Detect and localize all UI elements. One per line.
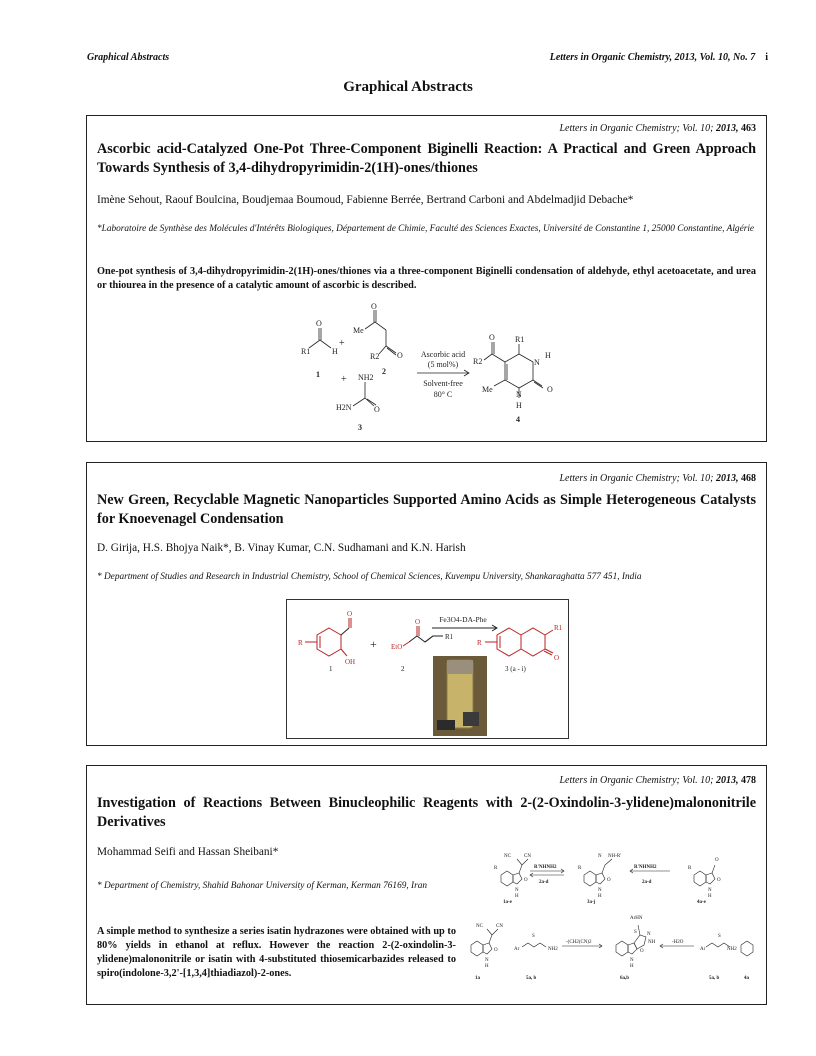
compound-label-5ab-2: 5a, b: [709, 976, 720, 981]
label-h-4b: H: [516, 401, 522, 410]
citation-page: 463: [741, 123, 756, 134]
citation-journal: Letters in Organic Chemistry; Vol. 10;: [559, 473, 714, 484]
label-o-1: O: [524, 878, 528, 883]
label-h-1: H: [515, 894, 519, 899]
citation-year: 2013,: [716, 123, 739, 134]
label-ar-5b: Ar: [700, 947, 706, 952]
label-r1: R1: [445, 633, 454, 641]
citation-year: 2013,: [716, 775, 739, 786]
article-title: Ascorbic acid-Catalyzed One-Pot Three-Component Biginelli Reaction: A Practical and Green Approach Towards Synthesis of 3,4-dihydropyrimidin-2(1H)-ones/thiones: [97, 141, 756, 176]
article-title: Investigation of Reactions Between Binucleophilic Reagents with 2-(2-Oxindolin-3-ylidene)malononitrile Derivatives: [97, 795, 756, 830]
label-r-4: R: [688, 866, 692, 871]
label-nh2-5: NH2: [548, 947, 558, 952]
magnetic-separation-photo: [433, 656, 487, 736]
label-n-4: N: [708, 888, 712, 893]
label-o-3: O: [607, 878, 611, 883]
label-o-2b: O: [397, 351, 403, 360]
compound-label-3: 3: [358, 423, 362, 432]
label-h-1: H: [332, 347, 338, 356]
authors: Mohammad Seifi and Hassan Sheibani*: [97, 846, 279, 858]
elimination-malononitrile: -(CH2(CN)2: [566, 940, 592, 945]
citation: [559, 123, 756, 134]
page-title: Graphical Abstracts: [343, 79, 473, 95]
article-title: New Green, Recyclable Magnetic Nanoparticles Supported Amino Acids as Simple Heterogeneous Catalysts for Knoevenagel Condensation: [97, 492, 756, 527]
label-r1-4: R1: [515, 335, 525, 344]
label-r2-4: R2: [473, 357, 483, 366]
label-h-4: H: [545, 351, 551, 360]
abstract-box-2: [86, 462, 767, 746]
compound-label-1a: 1a: [475, 976, 480, 981]
label-r: R: [298, 639, 303, 647]
compound-label-2: 2: [382, 367, 386, 376]
label-s-5b: S: [718, 934, 721, 939]
label-h2n: H2N: [336, 403, 352, 412]
label-o-2: O: [371, 302, 377, 311]
label-o-4: O: [489, 333, 495, 342]
plus-sign-2: +: [341, 374, 347, 385]
label-nh2-5b: NH2: [727, 947, 737, 952]
citation-year: 2013,: [716, 473, 739, 484]
abstract-box-1: [86, 115, 767, 442]
compound-label-3: 3 (a - i): [505, 665, 526, 673]
label-ar-5: Ar: [514, 947, 520, 952]
label-o-4b: O: [547, 385, 553, 394]
citation: [559, 775, 756, 786]
affiliation: *Laboratoire de Synthèse des Molécules d'Intérêts Biologiques, Département de Chimie, Faculté des Sciences Exactes, Université de Constantine 1, 25000 Constantine, Algérie: [97, 224, 755, 234]
label-nh2: NH2: [358, 373, 374, 382]
label-eto: EtO: [391, 643, 403, 651]
label-h-3: H: [598, 894, 602, 899]
abstract-text: A simple method to synthesize a series isatin hydrazones were obtained with up to 80% yields in ethanol at reflux. However the reaction 2-(2-oxindolin-3-ylidene)malononitrile or isatin with 4-substituted thiosemicarbazides released to spiro(indolone-3,2'-[1,3,4]thiadiazol)-2-ones.: [97, 926, 456, 979]
abstract-text: One-pot synthesis of 3,4-dihydropyrimidin-2(1H)-ones/thiones via a three-component Biginelli condensation of aldehyde, ethyl acetoacetate, and urea or thiourea in the presence of a catalytic amount of ascorbic is described.: [97, 266, 756, 291]
label-o-aldehyde: O: [347, 610, 353, 618]
running-header-left: Graphical Abstracts: [87, 52, 170, 63]
page-number: i: [765, 52, 768, 63]
label-n-4b: N: [516, 390, 522, 399]
authors: D. Girija, H.S. Bhojya Naik*, B. Vinay Kumar, C.N. Sudhamani and K.N. Harish: [97, 542, 466, 554]
label-o-4b: O: [717, 878, 721, 883]
compound-label-5ab: 5a, b: [526, 976, 537, 981]
label-r-product: R: [477, 639, 482, 647]
label-s-5: S: [532, 934, 535, 939]
label-h-4: H: [708, 894, 712, 899]
compound-label-1: 1: [329, 665, 333, 673]
reagent-label-2: R'NHNH2: [634, 865, 657, 870]
citation-journal: Letters in Organic Chemistry; Vol. 10;: [559, 123, 714, 134]
label-n-6b: N: [630, 958, 634, 963]
affiliation: * Department of Studies and Research in Industrial Chemistry, School of Chemical Sciences, Kuvempu University, Shankaraghatta 577 451, India: [97, 572, 642, 582]
journal-citation: Letters in Organic Chemistry, 2013, Vol. 10, No. 7: [549, 52, 756, 63]
compound-label-1ae: 1a-e: [503, 900, 512, 905]
label-s-6: S: [634, 930, 637, 935]
label-cn-1a: CN: [496, 924, 503, 929]
condition-catalyst: Ascorbic acid: [420, 350, 466, 359]
plus-sign-1: +: [339, 338, 345, 349]
citation: [559, 473, 756, 484]
citation-page: 478: [741, 775, 756, 786]
catalyst-label: Fe3O4-DA-Phe: [439, 615, 487, 624]
graphical-abstract-frame: [286, 599, 569, 739]
label-cn-1: CN: [524, 854, 531, 859]
reagent-range-1: 2a-d: [539, 880, 549, 885]
label-me-2: Me: [353, 326, 364, 335]
label-o-ester: O: [415, 618, 421, 626]
compound-label-6ab: 6a,b: [620, 976, 630, 981]
elimination-water: -H2O: [672, 940, 684, 945]
label-h-1a: H: [485, 964, 489, 969]
compound-label-4ae: 4a-e: [697, 900, 706, 905]
label-o-4: O: [715, 858, 719, 863]
label-n-4: N: [534, 358, 540, 367]
label-o-1: O: [316, 319, 322, 328]
reagent-range-2: 2a-d: [642, 880, 652, 885]
authors: Imène Sehout, Raouf Boulcina, Boudjemaa Boumoud, Fabienne Berrée, Bertrand Carboni and Abdelmadjid Debache*: [97, 194, 634, 206]
label-n-3: N: [598, 854, 602, 859]
reagent-label-1: R'NHNH2: [534, 865, 557, 870]
label-o-product: O: [554, 654, 560, 662]
label-n-1a: N: [485, 958, 489, 963]
label-n-6: N: [647, 932, 651, 937]
label-arhn: ArHN: [630, 916, 643, 921]
label-nh-6: NH: [648, 940, 656, 945]
label-n-3b: N: [598, 888, 602, 893]
label-nc-1: NC: [504, 854, 511, 859]
label-o-1a: O: [494, 948, 498, 953]
label-o-6: O: [640, 949, 644, 954]
compound-label-2: 2: [401, 665, 405, 673]
compound-label-4a: 4a: [744, 976, 749, 981]
compound-label-3aj: 3a-j: [587, 900, 596, 905]
compound-label-4: 4: [516, 415, 520, 424]
biginelli-reaction-scheme: [87, 302, 768, 442]
running-header-right: [550, 52, 768, 63]
compound-label-1: 1: [316, 370, 320, 379]
citation-journal: Letters in Organic Chemistry; Vol. 10;: [559, 775, 714, 786]
plus-sign: +: [370, 637, 377, 651]
isatin-reaction-scheme: [462, 851, 762, 1001]
label-r1-product: R1: [554, 624, 563, 632]
label-nc-1a: NC: [476, 924, 483, 929]
label-r-3: R: [578, 866, 582, 871]
condition-solvent: Solvent-free: [423, 379, 463, 388]
label-r-1: R: [494, 866, 498, 871]
condition-loading: (5 mol%): [427, 360, 459, 369]
label-h-6: H: [630, 964, 634, 969]
label-oh: OH: [345, 658, 356, 666]
knoevenagel-scheme: [287, 600, 568, 738]
label-r1-1: R1: [301, 347, 311, 356]
affiliation: * Department of Chemistry, Shahid Bahonar University of Kerman, Kerman 76169, Iran: [97, 881, 428, 891]
label-nhr: NH-R': [608, 854, 622, 859]
label-o-3: O: [374, 405, 380, 414]
label-me-4: Me: [482, 385, 493, 394]
abstract-box-3: [86, 765, 767, 1005]
label-r2-2: R2: [370, 352, 380, 361]
label-n-1: N: [515, 888, 519, 893]
condition-temperature: 80° C: [433, 390, 453, 399]
citation-page: 468: [741, 473, 756, 484]
